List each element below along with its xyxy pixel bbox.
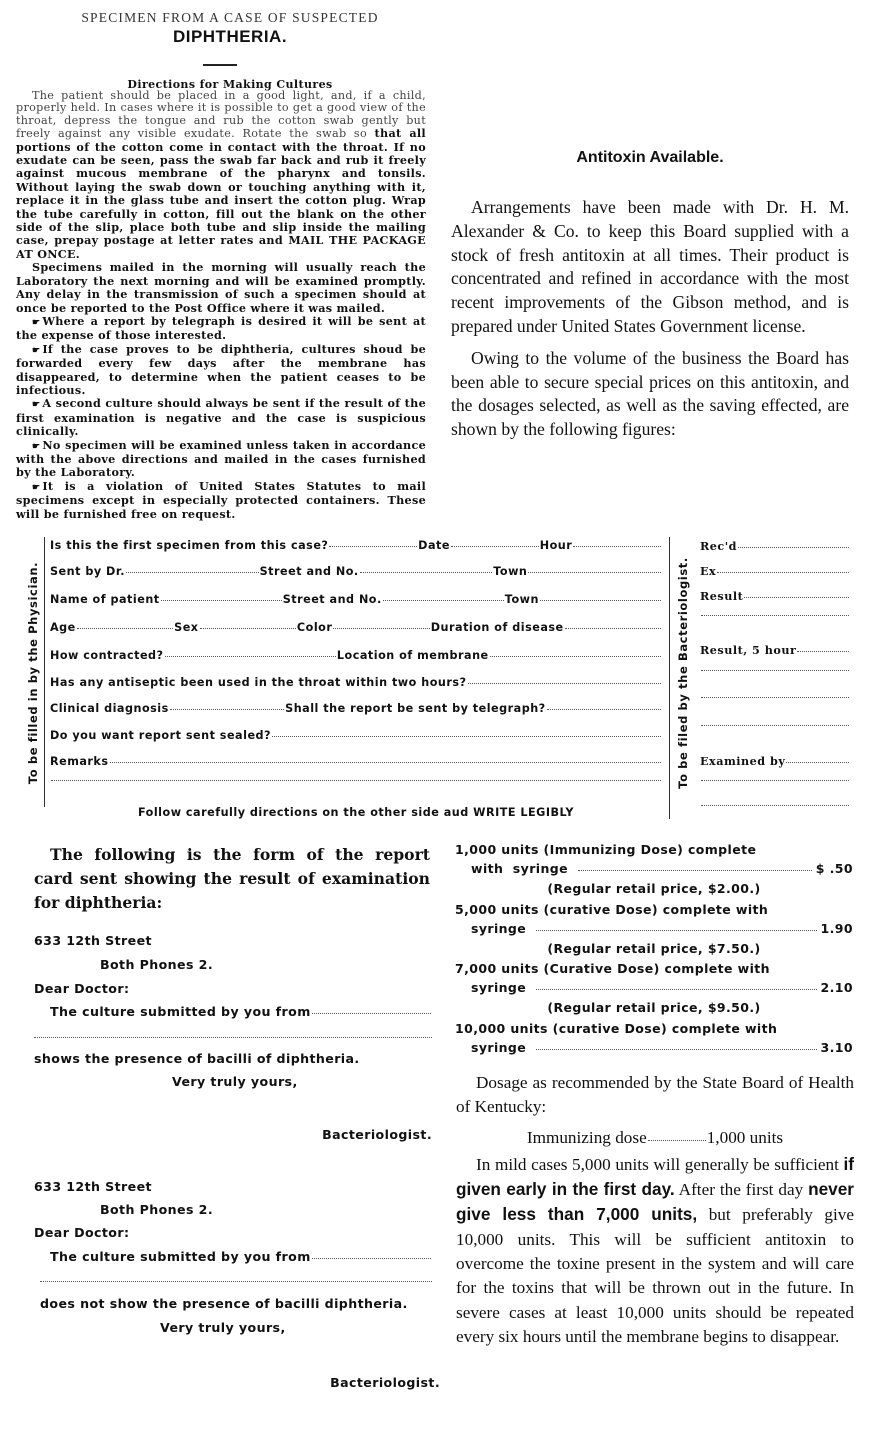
form-row [50,539,662,552]
field-label: Clinical diagnosis [50,702,169,715]
field-input[interactable] [126,572,259,573]
dosage-emphasis: if given early in the first day. [456,1153,854,1200]
card-address: 633 12th Street [34,933,152,948]
bacteriologist-row [700,782,850,783]
bacteriologist-row [700,643,850,657]
retail-price-note: (Regular retail price, $9.50.) [547,1000,761,1015]
card-line1 [50,1249,432,1264]
directions-text [16,90,426,521]
card-salutation: Dear Doctor: [34,981,130,996]
field-label: Hour [539,539,573,552]
price-item-label: with syringe [471,861,568,876]
retail-price-note: (Regular retail price, $7.50.) [547,940,761,956]
price-description: 5,000 units (curative Dose) complete with [455,901,769,917]
antitoxin-body [451,196,849,450]
field-input[interactable] [540,600,661,601]
field-input[interactable] [528,572,661,573]
field-label: How contracted? [50,649,164,662]
form-row [50,755,662,768]
field-label: Location of membrane [336,649,489,662]
field-label: Result, 5 hour [700,643,797,657]
field-input[interactable] [383,600,504,601]
specimen-subtitle: SPECIMEN FROM A CASE OF SUSPECTED [81,10,379,25]
price-value: 1.90 [820,920,853,936]
field-input[interactable] [701,805,849,806]
leader-dots [536,930,816,931]
bacteriologist-row [700,754,850,768]
dosage-text: but preferably give 10,000 units. This will be sufficient antitoxin to overcome the toxine present in the system and will care for the toxins that will be thrown out in the future. In severe cases at least 10,000 units should be repeated every six hours until the membrane begins to disappear. [456,1205,854,1346]
pointing-hand-icon: ☛ [32,482,41,493]
field-input[interactable] [797,651,849,652]
field-input[interactable] [161,600,282,601]
card-salutation: Dear Doctor: [34,1225,130,1240]
bacteriologist-side-label: To be filed by the Bacteriologist. [676,557,690,789]
directions-title: Directions for Making Cultures [127,78,333,91]
field-input[interactable] [565,628,661,629]
price-list [455,842,853,1080]
pointing-hand-icon: ☛ [32,345,41,356]
card-result: does not show the presence of bacilli diphtheria. [40,1296,408,1311]
field-input[interactable] [468,683,661,684]
immunizing-dose-label: Immunizing dose [526,1127,647,1147]
directions-text: If the case proves to be diphtheria, cultures shoud be forwarded every few days after the membrane has disappeared, to determine when the patient ceases to be infectious. [16,341,426,397]
field-input[interactable] [573,546,661,547]
directions-text: It is a violation of United States Statutes to mail specimens except in especially protected containers. These will be furnished free on request. [16,478,426,521]
price-description: 10,000 units (curative Dose) complete with [455,1020,778,1036]
dosage-text: After the first day [674,1180,809,1200]
field-label: Ex [700,564,717,578]
field-input[interactable] [360,572,493,573]
price-description: 7,000 units (Curative Dose) complete with [455,961,770,976]
field-label: Shall the report be sent by telegraph? [285,702,546,715]
dosage-paragraph [456,1152,854,1349]
field-input[interactable] [738,547,849,548]
field-input[interactable] [744,597,849,598]
physician-side-label: To be filled in by the Physician. [26,561,40,785]
field-input[interactable] [272,736,661,737]
leader-dots [578,870,812,871]
card-line1-text: The culture submitted by you from [50,1249,311,1264]
bacteriologist-row [700,589,850,603]
form-row [50,782,662,783]
field-input[interactable] [451,546,539,547]
immunizing-dose-value: 1,000 units [706,1127,784,1147]
field-input[interactable] [717,572,849,573]
price-item-label: syringe [471,1039,527,1055]
dosage-intro: Dosage as recommended by the State Board of Health of Kentucky: [456,1073,854,1117]
field-label: Sent by Dr. [50,565,126,578]
price-line [471,1040,853,1055]
field-input[interactable] [51,780,661,781]
price-item [455,961,853,1021]
field-input[interactable] [333,628,429,629]
directions-paragraph [16,343,426,398]
field-label: Examined by [700,754,786,768]
field-input[interactable] [77,628,173,629]
directions-text: A second culture should always be sent if the result of the first examination is negative and the case is suspicious clinically. [16,396,426,439]
field-label: Age [50,621,76,634]
card-fill-line [40,1281,432,1282]
field-label: Town [493,565,528,578]
directions-text: Where a report by telegraph is desired it will be sent at the expense of those interested. [16,313,426,343]
form-row [50,649,662,662]
card-phones: Both Phones 2. [100,957,214,972]
field-input[interactable] [490,656,661,657]
price-line [471,980,853,995]
field-input[interactable] [170,709,284,710]
field-input[interactable] [200,628,296,629]
antitoxin-paragraph: Arrangements have been made with Dr. H. M. Alexander & Co. to keep this Board supplied with a stock of fresh antitoxin at all times. Their product is concentrated and refined in accordance with the most recent improvements of the Gibson method, and is prepared under United States Government license. [451,197,849,336]
field-label: Name of patient [50,593,160,606]
card-signature: Bacteriologist. [322,1127,432,1142]
card-result: shows the presence of bacilli of diphtheria. [34,1051,360,1066]
form-left-border [44,537,45,807]
price-description: 1,000 units (Immunizing Dose) complete [455,842,757,857]
title-divider [203,64,237,66]
price-value: 3.10 [820,1039,853,1055]
form-footer: Follow carefully directions on the other side aud WRITE LEGIBLY [137,806,575,819]
form-divider [669,537,670,819]
directions-paragraph [16,90,426,261]
directions-paragraph [16,261,426,315]
antitoxin-paragraph: Owing to the volume of the business the Board has been able to secure special prices on this antitoxin, and the dosages selected, as well as the saving effected, are shown by the following figures: [451,347,849,440]
field-input[interactable] [701,780,849,781]
form-row [50,729,662,742]
field-label: Sex [174,621,199,634]
directions-text-light: The patient should be placed in a good light, and, if a child, properly held. In cases where it is possible to get a good view of the throat, depress the tongue and rub the cotton swab gently but freely against any visible exudate. Rotate the swab so [16,89,426,141]
dosage-section [456,1071,854,1349]
field-input[interactable] [329,546,417,547]
card-closing: Very truly yours, [160,1320,286,1335]
field-input[interactable] [110,762,661,763]
field-input[interactable] [165,656,336,657]
card-fill-line [34,1037,432,1038]
specimen-form [0,535,892,825]
price-line [471,921,853,936]
field-input[interactable] [701,697,849,698]
pointing-hand-icon: ☛ [32,317,41,328]
bacteriologist-row [700,727,850,728]
field-input[interactable] [547,709,661,710]
directions-text: that all portions of the cotton come in contact with the throat. If no exudate can be seen, pass the swab far back and rub it freely against mucous membrane of the pharynx and tonsils. Without laying the swab down or touching anything with it, replace it in the glass tube and insert the cotton plug. Wrap the tube carefully in cotton, fill out the blank on the other side of the slip, place both tube and slip inside the mailing case, prepay postage at letter rates and MAIL THE PACKAGE AT ONCE. [16,126,426,261]
field-label: Street and No. [282,593,382,606]
specimen-header [20,10,440,47]
bacteriologist-row [700,564,850,578]
field-input[interactable] [701,725,849,726]
price-value: $ .50 [815,861,853,876]
field-label: Remarks [50,755,109,768]
bacteriologist-row [700,617,850,618]
directions-paragraph [16,315,426,343]
card-line1-text: The culture submitted by you from [50,1004,311,1019]
card-line1 [50,1004,432,1019]
report-intro [34,843,430,915]
price-item [455,902,853,962]
field-input[interactable] [786,762,849,763]
form-row [50,676,662,689]
price-value: 2.10 [820,980,853,995]
field-label: Has any antiseptic been used in the throat within two hours? [50,676,467,689]
leader-dots [536,1049,816,1050]
antitoxin-title: Antitoxin Available. [576,149,724,166]
bacteriologist-row [700,539,850,553]
field-label: Result [700,589,744,603]
price-item [455,842,853,902]
fill-line [312,1258,431,1259]
field-input[interactable] [701,615,849,616]
card-address: 633 12th Street [34,1179,152,1194]
card-signature: Bacteriologist. [330,1375,440,1390]
pointing-hand-icon: ☛ [32,441,41,452]
form-row [50,593,662,606]
pointing-hand-icon: ☛ [32,400,41,411]
price-item-label: syringe [471,980,527,995]
form-row [50,565,662,578]
price-item-label: syringe [471,920,527,936]
dosage-text: In mild cases 5,000 units will generally be sufficient [476,1154,844,1174]
directions-text: Specimens mailed in the morning will usually reach the Laboratory the next morning and will be examined promptly. Any delay in the transmission of such a specimen should at once be reported to the Post Office where it was mailed. [16,260,426,315]
field-label: Street and No. [259,565,359,578]
directions-text: No specimen will be examined unless taken in accordance with the above directions and mailed in the cases furnished by the Laboratory. [16,437,426,480]
dosage-emphasis: never give less than 7,000 units, [456,1179,854,1225]
directions-paragraph [16,439,426,480]
price-line [471,861,853,876]
directions-paragraph [16,480,426,521]
fill-line [648,1140,706,1141]
field-input[interactable] [701,670,849,671]
retail-price-note: (Regular retail price, $2.00.) [547,881,761,896]
field-label: Is this the first specimen from this case? [50,539,329,552]
immunizing-dose-line [456,1126,854,1150]
form-row [50,621,662,634]
field-label: Town [504,593,539,606]
field-label: Do you want report sent sealed? [50,729,272,742]
directions-paragraph [16,397,426,438]
specimen-title: DIPHTHERIA. [172,27,288,46]
bacteriologist-row [700,672,850,673]
report-intro-text: The following is the form of the report card sent showing the result of examination for diphtheria: [34,845,430,912]
bacteriologist-row [700,807,850,808]
bacteriologist-row [700,699,850,700]
field-label: Color [296,621,333,634]
fill-line [312,1013,431,1014]
field-label: Duration of disease [430,621,564,634]
card-phones: Both Phones 2. [100,1202,214,1217]
leader-dots [536,989,816,990]
field-label: Date [418,539,450,552]
field-label: Rec'd [700,539,737,553]
card-closing: Very truly yours, [172,1074,298,1089]
form-row [50,702,662,715]
